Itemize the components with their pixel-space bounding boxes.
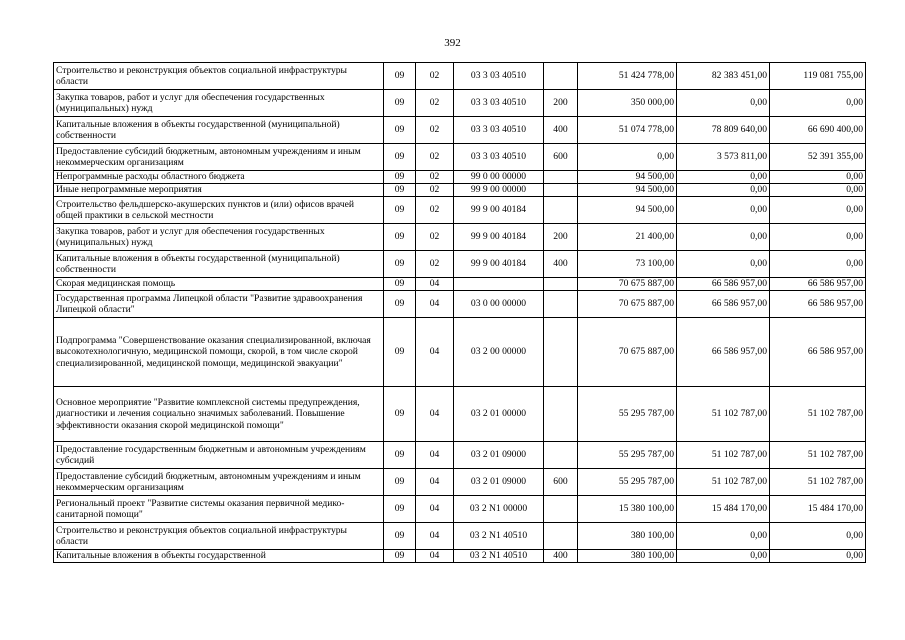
expense-type-code [544, 387, 578, 442]
row-name: Предоставление государственным бюджетным и автономным учреждениям субсидий [54, 442, 384, 469]
amount-year-1: 94 500,00 [578, 197, 677, 224]
amount-year-3: 66 586 957,00 [770, 278, 866, 291]
subsection-code: 02 [416, 184, 454, 197]
table-row [54, 144, 866, 171]
expense-type-code: 200 [544, 224, 578, 251]
amount-year-3: 0,00 [770, 90, 866, 117]
subsection-code: 04 [416, 291, 454, 318]
amount-year-1: 55 295 787,00 [578, 387, 677, 442]
amount-year-2: 66 586 957,00 [677, 291, 770, 318]
section-code: 09 [384, 550, 416, 563]
amount-year-2: 0,00 [677, 171, 770, 184]
subsection-code: 02 [416, 251, 454, 278]
amount-year-1: 70 675 887,00 [578, 278, 677, 291]
amount-year-2: 3 573 811,00 [677, 144, 770, 171]
target-article-code: 99 9 00 40184 [454, 197, 544, 224]
amount-year-3: 0,00 [770, 523, 866, 550]
amount-year-1: 70 675 887,00 [578, 291, 677, 318]
row-name: Непрограммные расходы областного бюджета [54, 171, 384, 184]
expense-type-code [544, 197, 578, 224]
expense-type-code: 400 [544, 117, 578, 144]
expense-type-code: 600 [544, 469, 578, 496]
row-name: Капитальные вложения в объекты государственной (муниципальной) собственности [54, 251, 384, 278]
subsection-code: 04 [416, 318, 454, 387]
expense-type-code [544, 291, 578, 318]
amount-year-1: 15 380 100,00 [578, 496, 677, 523]
table-row [54, 90, 866, 117]
subsection-code: 04 [416, 442, 454, 469]
amount-year-3: 51 102 787,00 [770, 442, 866, 469]
amount-year-3: 51 102 787,00 [770, 469, 866, 496]
amount-year-2: 82 383 451,00 [677, 63, 770, 90]
amount-year-2: 0,00 [677, 523, 770, 550]
amount-year-3: 66 690 400,00 [770, 117, 866, 144]
expense-type-code [544, 278, 578, 291]
target-article-code: 03 2 00 00000 [454, 318, 544, 387]
table-row [54, 251, 866, 278]
budget-table [53, 62, 866, 563]
table-row [54, 318, 866, 387]
section-code: 09 [384, 63, 416, 90]
section-code: 09 [384, 469, 416, 496]
subsection-code: 04 [416, 469, 454, 496]
amount-year-3: 0,00 [770, 171, 866, 184]
target-article-code: 03 3 03 40510 [454, 117, 544, 144]
row-name: Строительство и реконструкция объектов социальной инфраструктуры области [54, 63, 384, 90]
section-code: 09 [384, 496, 416, 523]
section-code: 09 [384, 387, 416, 442]
expense-type-code [544, 171, 578, 184]
expense-type-code: 200 [544, 90, 578, 117]
amount-year-2: 51 102 787,00 [677, 442, 770, 469]
subsection-code: 04 [416, 387, 454, 442]
target-article-code: 03 3 03 40510 [454, 144, 544, 171]
section-code: 09 [384, 117, 416, 144]
amount-year-3: 66 586 957,00 [770, 291, 866, 318]
subsection-code: 04 [416, 550, 454, 563]
table-body [54, 63, 866, 563]
table-row [54, 550, 866, 563]
amount-year-2: 66 586 957,00 [677, 278, 770, 291]
amount-year-3: 15 484 170,00 [770, 496, 866, 523]
amount-year-3: 0,00 [770, 224, 866, 251]
section-code: 09 [384, 197, 416, 224]
row-name: Подпрограмма "Совершенствование оказания специализированной, включая высокотехнологичную, медицинской помощи, скорой, в том числе скорой специализированной, медицинской помощи, медицинской эвакуации" [54, 318, 384, 387]
table-row [54, 63, 866, 90]
expense-type-code [544, 184, 578, 197]
amount-year-1: 70 675 887,00 [578, 318, 677, 387]
row-name: Строительство и реконструкция объектов социальной инфраструктуры области [54, 523, 384, 550]
target-article-code: 03 3 03 40510 [454, 63, 544, 90]
target-article-code: 03 3 03 40510 [454, 90, 544, 117]
subsection-code: 04 [416, 523, 454, 550]
row-name: Капитальные вложения в объекты государственной (муниципальной) собственности [54, 117, 384, 144]
table-row [54, 496, 866, 523]
amount-year-1: 350 000,00 [578, 90, 677, 117]
amount-year-1: 0,00 [578, 144, 677, 171]
amount-year-2: 51 102 787,00 [677, 469, 770, 496]
table-row [54, 469, 866, 496]
subsection-code: 02 [416, 197, 454, 224]
section-code: 09 [384, 523, 416, 550]
subsection-code: 02 [416, 63, 454, 90]
amount-year-3: 0,00 [770, 184, 866, 197]
target-article-code: 99 9 00 00000 [454, 184, 544, 197]
subsection-code: 04 [416, 278, 454, 291]
expense-type-code: 600 [544, 144, 578, 171]
row-name: Региональный проект "Развитие системы оказания первичной медико-санитарной помощи" [54, 496, 384, 523]
amount-year-1: 94 500,00 [578, 184, 677, 197]
row-name: Закупка товаров, работ и услуг для обеспечения государственных (муниципальных) нужд [54, 224, 384, 251]
row-name: Предоставление субсидий бюджетным, автономным учреждениям и иным некоммерческим организациям [54, 469, 384, 496]
target-article-code: 03 2 01 09000 [454, 469, 544, 496]
table-row [54, 224, 866, 251]
amount-year-3: 0,00 [770, 251, 866, 278]
table-row [54, 278, 866, 291]
table-row [54, 184, 866, 197]
row-name: Строительство фельдшерско-акушерских пунктов и (или) офисов врачей общей практики в сельской местности [54, 197, 384, 224]
table-row [54, 523, 866, 550]
amount-year-1: 380 100,00 [578, 523, 677, 550]
subsection-code: 02 [416, 117, 454, 144]
amount-year-3: 66 586 957,00 [770, 318, 866, 387]
subsection-code: 02 [416, 90, 454, 117]
table-row [54, 442, 866, 469]
row-name: Основное мероприятие "Развитие комплексной системы предупреждения, диагностики и лечения социально значимых заболеваний. Повышение эффективности оказания скорой медицинской помощи" [54, 387, 384, 442]
table-row [54, 171, 866, 184]
row-name: Скорая медицинская помощь [54, 278, 384, 291]
subsection-code: 02 [416, 171, 454, 184]
amount-year-2: 0,00 [677, 224, 770, 251]
target-article-code [454, 278, 544, 291]
amount-year-2: 15 484 170,00 [677, 496, 770, 523]
section-code: 09 [384, 171, 416, 184]
row-name: Предоставление субсидий бюджетным, автономным учреждениям и иным некоммерческим организациям [54, 144, 384, 171]
table-row [54, 117, 866, 144]
section-code: 09 [384, 278, 416, 291]
amount-year-3: 52 391 355,00 [770, 144, 866, 171]
table-row [54, 197, 866, 224]
amount-year-2: 66 586 957,00 [677, 318, 770, 387]
amount-year-2: 0,00 [677, 550, 770, 563]
target-article-code: 99 0 00 00000 [454, 171, 544, 184]
amount-year-2: 78 809 640,00 [677, 117, 770, 144]
amount-year-2: 0,00 [677, 90, 770, 117]
target-article-code: 03 2 01 00000 [454, 387, 544, 442]
target-article-code: 03 0 00 00000 [454, 291, 544, 318]
amount-year-3: 0,00 [770, 550, 866, 563]
row-name: Иные непрограммные мероприятия [54, 184, 384, 197]
amount-year-2: 51 102 787,00 [677, 387, 770, 442]
target-article-code: 03 2 N1 00000 [454, 496, 544, 523]
expense-type-code [544, 63, 578, 90]
amount-year-1: 94 500,00 [578, 171, 677, 184]
amount-year-1: 73 100,00 [578, 251, 677, 278]
section-code: 09 [384, 251, 416, 278]
amount-year-1: 55 295 787,00 [578, 442, 677, 469]
expense-type-code: 400 [544, 251, 578, 278]
subsection-code: 04 [416, 496, 454, 523]
amount-year-1: 380 100,00 [578, 550, 677, 563]
section-code: 09 [384, 144, 416, 171]
section-code: 09 [384, 224, 416, 251]
section-code: 09 [384, 318, 416, 387]
amount-year-1: 55 295 787,00 [578, 469, 677, 496]
target-article-code: 99 9 00 40184 [454, 224, 544, 251]
amount-year-2: 0,00 [677, 251, 770, 278]
row-name: Капитальные вложения в объекты государственной [54, 550, 384, 563]
section-code: 09 [384, 291, 416, 318]
row-name: Закупка товаров, работ и услуг для обеспечения государственных (муниципальных) нужд [54, 90, 384, 117]
amount-year-2: 0,00 [677, 184, 770, 197]
expense-type-code [544, 496, 578, 523]
amount-year-3: 0,00 [770, 197, 866, 224]
expense-type-code [544, 442, 578, 469]
expense-type-code [544, 523, 578, 550]
subsection-code: 02 [416, 144, 454, 171]
row-name: Государственная программа Липецкой области "Развитие здравоохранения Липецкой области" [54, 291, 384, 318]
expense-type-code [544, 318, 578, 387]
expense-type-code: 400 [544, 550, 578, 563]
subsection-code: 02 [416, 224, 454, 251]
page-number: 392 [444, 37, 461, 49]
target-article-code: 03 2 N1 40510 [454, 550, 544, 563]
amount-year-1: 51 424 778,00 [578, 63, 677, 90]
target-article-code: 03 2 01 09000 [454, 442, 544, 469]
target-article-code: 99 9 00 40184 [454, 251, 544, 278]
table-row [54, 387, 866, 442]
amount-year-3: 119 081 755,00 [770, 63, 866, 90]
amount-year-3: 51 102 787,00 [770, 387, 866, 442]
amount-year-1: 21 400,00 [578, 224, 677, 251]
section-code: 09 [384, 442, 416, 469]
amount-year-1: 51 074 778,00 [578, 117, 677, 144]
table-row [54, 291, 866, 318]
target-article-code: 03 2 N1 40510 [454, 523, 544, 550]
section-code: 09 [384, 184, 416, 197]
amount-year-2: 0,00 [677, 197, 770, 224]
section-code: 09 [384, 90, 416, 117]
